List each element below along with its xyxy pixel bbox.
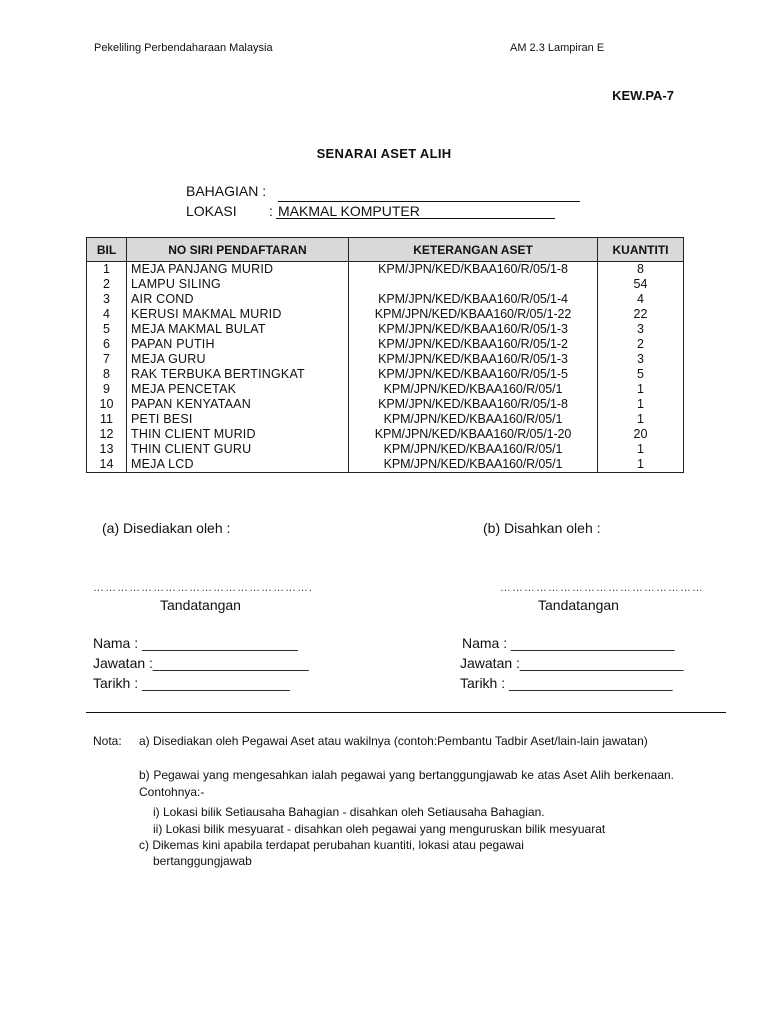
bil-cell: 4 xyxy=(87,307,127,322)
table-row xyxy=(87,277,684,292)
bil-cell: 7 xyxy=(87,352,127,367)
form-code: KEW.PA-7 xyxy=(612,88,674,103)
table-row xyxy=(87,322,684,337)
bil-cell: 11 xyxy=(87,412,127,427)
bil-cell: 14 xyxy=(87,457,127,473)
header-keterangan: KETERANGAN ASET xyxy=(349,238,598,262)
keterangan-cell: KPM/JPN/KED/KBAA160/R/05/1-5 xyxy=(349,367,598,382)
kuantiti-cell: 1 xyxy=(598,412,684,427)
bahagian-label: BAHAGIAN : xyxy=(186,183,267,199)
keterangan-cell: KPM/JPN/KED/KBAA160/R/05/1-3 xyxy=(349,352,598,367)
no-siri-cell: PAPAN PUTIH xyxy=(127,337,349,352)
kuantiti-cell: 8 xyxy=(598,262,684,278)
table-row xyxy=(87,352,684,367)
table-row xyxy=(87,367,684,382)
keterangan-cell: KPM/JPN/KED/KBAA160/R/05/1 xyxy=(349,457,598,473)
lokasi-value: MAKMAL KOMPUTER xyxy=(278,203,420,219)
kuantiti-cell: 4 xyxy=(598,292,684,307)
table-row xyxy=(87,427,684,442)
no-siri-cell: MEJA PANJANG MURID xyxy=(127,262,349,278)
table-row xyxy=(87,382,684,397)
kuantiti-cell: 1 xyxy=(598,382,684,397)
keterangan-cell: KPM/JPN/KED/KBAA160/R/05/1 xyxy=(349,442,598,457)
no-siri-cell: PETI BESI xyxy=(127,412,349,427)
kuantiti-cell: 3 xyxy=(598,352,684,367)
lokasi-colon: : xyxy=(269,203,273,219)
no-siri-cell: LAMPU SILING xyxy=(127,277,349,292)
lokasi-label: LOKASI xyxy=(186,203,237,219)
table-row xyxy=(87,307,684,322)
keterangan-cell: KPM/JPN/KED/KBAA160/R/05/1-8 xyxy=(349,262,598,278)
lokasi-field[interactable] xyxy=(276,203,555,219)
kuantiti-cell: 3 xyxy=(598,322,684,337)
prepared-by-label: (a) Disediakan oleh : xyxy=(102,520,231,536)
header-bil: BIL xyxy=(87,238,127,262)
keterangan-cell: KPM/JPN/KED/KBAA160/R/05/1-3 xyxy=(349,322,598,337)
bil-cell: 8 xyxy=(87,367,127,382)
no-siri-cell: MEJA PENCETAK xyxy=(127,382,349,397)
asset-table-body xyxy=(87,262,684,473)
keterangan-cell: KPM/JPN/KED/KBAA160/R/05/1 xyxy=(349,382,598,397)
header-kuantiti: KUANTITI xyxy=(598,238,684,262)
approved-jawatan-field[interactable]: Jawatan :_____________________ xyxy=(460,655,684,671)
table-row xyxy=(87,442,684,457)
bil-cell: 13 xyxy=(87,442,127,457)
keterangan-cell xyxy=(349,277,598,292)
no-siri-cell: THIN CLIENT GURU xyxy=(127,442,349,457)
keterangan-cell: KPM/JPN/KED/KBAA160/R/05/1-22 xyxy=(349,307,598,322)
nota-item-b-i: i) Lokasi bilik Setiausaha Bahagian - disahkan oleh Setiausaha Bahagian. xyxy=(153,805,545,819)
table-row xyxy=(87,262,684,278)
bil-cell: 5 xyxy=(87,322,127,337)
nota-item-a: a) Disediakan oleh Pegawai Aset atau wakilnya (contoh:Pembantu Tadbir Aset/lain-lain jawatan) xyxy=(139,734,648,748)
keterangan-cell: KPM/JPN/KED/KBAA160/R/05/1-2 xyxy=(349,337,598,352)
approved-signature-caption: Tandatangan xyxy=(538,597,619,613)
table-header-row xyxy=(87,238,684,262)
bil-cell: 1 xyxy=(87,262,127,278)
approved-signature-line[interactable]: …………………………………………… xyxy=(500,582,704,594)
no-siri-cell: MEJA GURU xyxy=(127,352,349,367)
kuantiti-cell: 5 xyxy=(598,367,684,382)
keterangan-cell: KPM/JPN/KED/KBAA160/R/05/1-4 xyxy=(349,292,598,307)
bil-cell: 9 xyxy=(87,382,127,397)
table-row xyxy=(87,457,684,473)
kuantiti-cell: 22 xyxy=(598,307,684,322)
bahagian-value xyxy=(278,186,280,202)
nota-item-b: b) Pegawai yang mengesahkan ialah pegawai yang bertanggungjawab ke atas Aset Alih berkenaan. Contohnya:- xyxy=(139,768,674,799)
header-right-text: AM 2.3 Lampiran E xyxy=(510,42,605,54)
header-left-text: Pekeliling Perbendaharaan Malaysia xyxy=(94,42,273,54)
bil-cell: 6 xyxy=(87,337,127,352)
kuantiti-cell: 2 xyxy=(598,337,684,352)
no-siri-cell: MEJA MAKMAL BULAT xyxy=(127,322,349,337)
no-siri-cell: MEJA LCD xyxy=(127,457,349,473)
table-row xyxy=(87,412,684,427)
asset-table xyxy=(86,237,684,473)
keterangan-cell: KPM/JPN/KED/KBAA160/R/05/1 xyxy=(349,412,598,427)
nota-item-b-ii: ii) Lokasi bilik mesyuarat - disahkan oleh pegawai yang menguruskan bilik mesyuarat xyxy=(153,822,606,836)
kuantiti-cell: 54 xyxy=(598,277,684,292)
bahagian-field[interactable] xyxy=(278,186,580,202)
no-siri-cell: KERUSI MAKMAL MURID xyxy=(127,307,349,322)
header-no-siri: NO SIRI PENDAFTARAN xyxy=(127,238,349,262)
nota-item-c-cont: bertanggungjawab xyxy=(153,854,252,868)
nota-item-c: c) Dikemas kini apabila terdapat perubahan kuantiti, lokasi atau pegawai xyxy=(139,838,524,852)
kuantiti-cell: 20 xyxy=(598,427,684,442)
kuantiti-cell: 1 xyxy=(598,457,684,473)
prepared-nama-field[interactable]: Nama : ____________________ xyxy=(93,635,298,651)
approved-tarikh-field[interactable]: Tarikh : _____________________ xyxy=(460,675,673,691)
prepared-tarikh-field[interactable]: Tarikh : ___________________ xyxy=(93,675,290,691)
no-siri-cell: PAPAN KENYATAAN xyxy=(127,397,349,412)
no-siri-cell: AIR COND xyxy=(127,292,349,307)
keterangan-cell: KPM/JPN/KED/KBAA160/R/05/1-20 xyxy=(349,427,598,442)
bil-cell: 3 xyxy=(87,292,127,307)
kuantiti-cell: 1 xyxy=(598,397,684,412)
nota-label: Nota: xyxy=(93,734,122,748)
prepared-signature-line[interactable]: ………………………………………………. xyxy=(93,582,314,594)
bil-cell: 12 xyxy=(87,427,127,442)
page-title: SENARAI ASET ALIH xyxy=(316,146,452,161)
no-siri-cell: RAK TERBUKA BERTINGKAT xyxy=(127,367,349,382)
prepared-jawatan-field[interactable]: Jawatan :____________________ xyxy=(93,655,309,671)
keterangan-cell: KPM/JPN/KED/KBAA160/R/05/1-8 xyxy=(349,397,598,412)
approved-by-label: (b) Disahkan oleh : xyxy=(483,520,601,536)
table-row xyxy=(87,292,684,307)
approved-nama-field[interactable]: Nama : _____________________ xyxy=(462,635,675,651)
table-row xyxy=(87,397,684,412)
table-row xyxy=(87,337,684,352)
section-divider xyxy=(86,712,726,713)
prepared-signature-caption: Tandatangan xyxy=(160,597,241,613)
bil-cell: 2 xyxy=(87,277,127,292)
kuantiti-cell: 1 xyxy=(598,442,684,457)
no-siri-cell: THIN CLIENT MURID xyxy=(127,427,349,442)
bil-cell: 10 xyxy=(87,397,127,412)
